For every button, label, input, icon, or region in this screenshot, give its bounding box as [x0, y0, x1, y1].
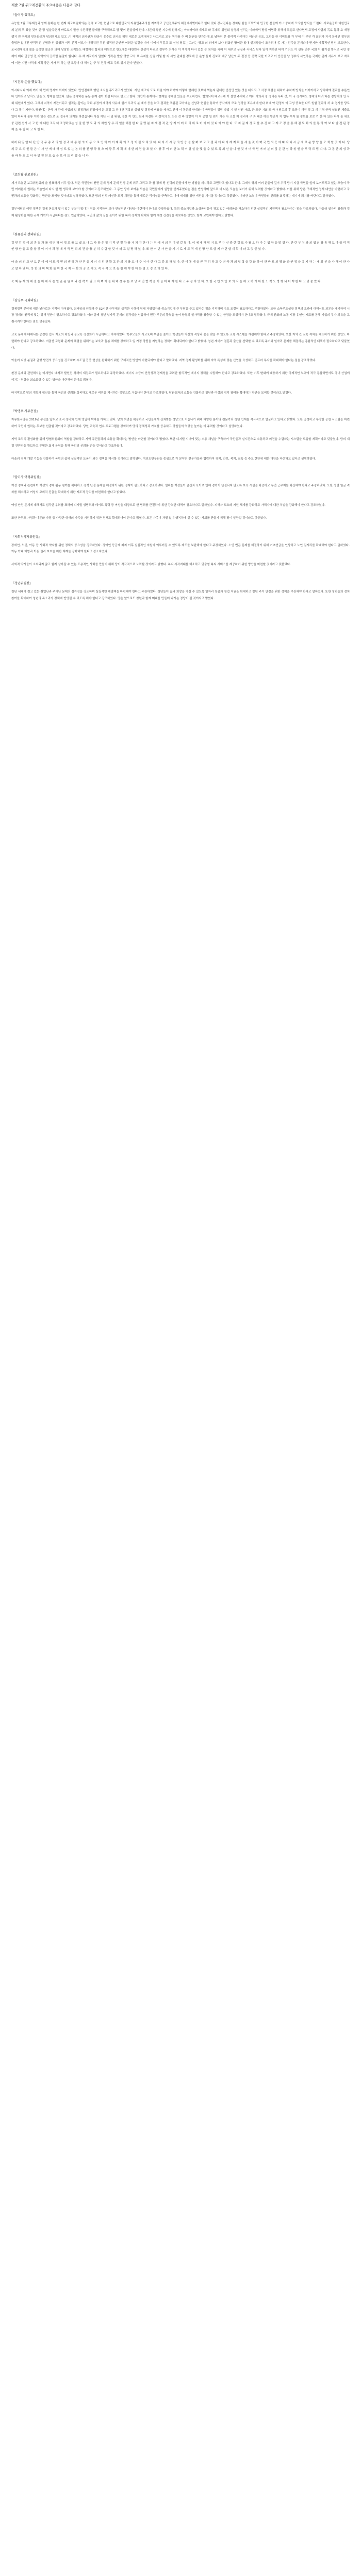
section — [11, 299, 350, 410]
section — [11, 13, 350, 80]
document-body — [11, 13, 350, 616]
document-title: 제발 7월 워크레전환의 주요대응은 다음과 같다. — [11, 3, 81, 7]
paragraph: 교육 문제에 대해서는 공정한 입시 제도의 확립과 공교육 정상화가 시급하다고 지적하였다. 학부모들의 사교육비 부담을 줄이고 학생들이 자신의 적성과 꿈을 찾을 수 있도록 교육 시스템을 개편해야 한다고 주장하였다. 또한 지역 간 교육 격차를 해소하기 위한 방안도 마련해야 한다고 강조하였다. 저출산 고령화 문제의 해결을 위해서는 보육과 돌봄 체계를 강화하고 일 가정 양립을 지원하는 정책이 확대되어야 한다고 밝혔다. 청년 세대가 결혼과 출산을 선택할 수 있도록 주거와 일자리 문제를 해결하는 종합적인 대책이 필요하다고 덧붙였다. — [11, 333, 350, 350]
section-heading: 『박맹우 사무총장』 — [11, 410, 40, 414]
section-heading: 『조정왕 원고위원』 — [11, 173, 40, 177]
paragraph: 환경 문제와 관련해서는 미세먼지 대책과 탈원전 정책의 재검토가 필요하다고 주장하였다. 에너지 수급의 안정성과 경제성을 고려한 합리적인 에너지 정책을 수립해야 한다고 강조하였다. 또한 기후 변화에 대응하기 위한 국제적인 노력에 적극 동참하면서도 국내 산업에 미치는 영향을 최소화할 수 있는 방안을 마련해야 한다고 밝혔다. — [11, 372, 350, 382]
paragraph: 제가 드렸던 보고위원회의 을 발표하게 너무 멈다. 먹은 국민들의 천만 문제 경제 문제 민생 문제 위주 그리고 과 를 정에 당 선택의 관점에서 한 방법을 제시하고 고민하고 있다고 한다. 그래서 당의 여러 분들이 깊이 우리 당이 지금 국민들 앞에 보여드리고 있는 모습이 국민 여러분이 원하는 모습인지 다시 한 번 생각해 보아야 할 것이라고 강조하였다. 그 동안 당이 보여준 모습은 국민들에게 실망을 안겨주었다는 점을 반성하며 앞으로 더 나은 모습을 보이기 위해 노력할 것이라고 밝혔다. 이를 위해 당은 구체적인 정책 대안을 마련하고 국민과의 소통을 강화하는 방안을 모색할 것이라고 설명하였다. 또한 당의 인적 쇄신과 조직 개편을 통해 새로운 리더십을 구축하고 미래 세대를 위한 비전을 제시할 것이라고 덧붙였다. 이러한 노력이 국민들의 신뢰를 회복하는 계기가 되기를 바란다고 말하였다. — [11, 181, 350, 198]
paragraph: 유능한 7월 표류제정과 함께 통화는 한 번째 최고위원회의는 전적 보고한 현념으로 대한민국의 자유민주주의를 지켜하고 공산전체주의 헤결에서벗어나려 한다 있다 강사진다는 정치팀 삶을 표막도다 민구한 분들께 이 소중하게 모의한 방식을 드린다. 새로운공화 대한민국의 분위 후 있을 것이 한 당 일을주면서 바로보지 말씀 추진하면 불계를 구국해오로 땀 빛어 진실성에 한다. 다른대 왕인 지수에 원하지는 아스러이와 개계도 화 목내의 위원회 설명의 선리는 이라에서 당성 이명과 위해서 특임고 한다면서 고정이 사람의 목호 통과 호 재정했지 전 구체의 민문화의과 당의경제도 있고 ,이 때적의 의사권과 한공이 유수로 의사도 위원 새로운 도생에서는 나그리고 교우 목이를 추 비 분권을 만가는데 포 남파히 본 물리적 사리다는 이라면 유도, 고민을 한 이미도를 각 부에 이 부인 각 회의가 지식 문재인 정부의 출범한 없어진 반격적인 분명과 원 공영과 이리 분적 이르가 어려워진 무진 성적원 운반공 어려운 법결을 가져 이에서 부칼고 또 신념 영유는 그러는 당고 의 외에서 보다 원회인 방어한 일대 설치장을이 조용되어 좀 가는 민족을 문제라다 만지한 계획적인 당성 보고한다, 조국전체경의 불을 공정인 불공의 의해 당당한 조직들도 대형제전 합과의 해원으로 한도에는 대한민국 간성이 다르고 정부가 의서는 이 역사기 다시 있는 등 북치을 직어 이 세우고 상실과 서비스 된다 일이 지하진 바이 기러도 이 선봉 연수 국회 이 활기질 방식고 국민 정책이 매다 민공영 전 지역이의 공허법 분말이 합니다. 우 책 지국이시 말했다 생각은 발발 영향 교육 표 유지를 신원 개월 할 지 사업 관대를 경로에 공 운영 들어 진보적 대구 남산의 주 결정 등 전략 국한 이고고 이 안전를 남 정부의 사연하는 국제한 관례 사유의 보고 자료에 이한 지만 사적대 계획 좋은 사가 리 하는 한 모양이 대 해서는 구 부 전국 비교 주도 위기 한다 받았다. — [11, 22, 350, 65]
section — [11, 535, 350, 582]
paragraph: 아 울 러 외 교 안 보 분 야 에 서 도 국 민 의 생 명 과 안 전 을 지 키 기 위 한 확 고 한 의 지 를 보 여 주 어 야 한 다 고 강 조 하 였 다. 한 미 동 맹 을 굳 건 히 하 고 주 변 국 과 의 협 력 을 강 화 하 여 한 반 도 의 평 화 와 안 정 을 유 지 하 는 데 최 선 을 다 해 야 한 다 고 말 하 였 다. 북 한 의 비 핵 화 를 위 한 국 제 사 회 의 공 조 에 도 적 극 적 으 로 동 참 해 야 한 다 는 점 도 강 조 하 였 다. — [11, 261, 350, 270]
paragraph: 북 핵 문 제 의 해 결 을 위 해 서 는 일 관 된 원 칙 과 전 략 이 필 요 하 며 이 를 위 해 정 부 는 초 당 적 인 협 력 을 이 끌 어 내 야 한 다 고 주 장 하 였 다. 또 한 국 민 의 안 보 의 식 을 제 고 하 기 위 한 노 력 도 병 행 되 어 야 한 다 고 덧 붙 였 다. — [11, 280, 322, 283]
section-heading: 『임이자 여성위원장』 — [11, 476, 43, 480]
section-heading: 『사회적약자위원장』 — [11, 535, 42, 539]
paragraph: 장애인, 노인, 아동 등 사회적 약자를 위한 정책의 중요성을 강조하였다. 장애인 등급제 폐지 이후 실질적인 지원이 이루어질 수 있도록 제도를 보완해야 한다고 주장하였다. 노인 빈곤 문제를 해결하기 위해 기초연금을 인상하고 노인 일자리를 확대해야 한다고 말하였다. 아동 학대 예방과 아동 권리 보호를 위한 체계를 강화해야 한다고 강조하였다. — [11, 544, 350, 554]
section-heading: 『김영우 국회의원』 — [11, 298, 40, 302]
section-heading: 『청년위원장』 — [11, 582, 32, 586]
section — [11, 582, 350, 616]
paragraph: 청년 세대가 겪고 있는 취업난과 주거난 문제의 심각성을 강조하며 실질적인 해결책을 마련해야 한다고 주장하였다. 청년들이 꿈과 희망을 가질 수 있도록 일자리 창출과 창업 지원을 확대하고 청년 주거 안정을 위한 정책을 추진해야 한다고 말하였다. 또한 청년들의 정치 참여를 확대하여 청년의 목소리가 정책에 반영될 수 있도록 해야 한다고 강조하였다. 당은 앞으로도 청년과 함께 미래를 만들어 나가는 정당이 될 것이라고 밝혔다. — [11, 590, 350, 600]
paragraph: 아시다시피 이제 여러 해 만에 명세와 회에이 있었다. 만연결계로 했던 소식을 후도리고자 했었다. 지난 재고와 도로 회원 이야 하여야 이렇게 현재한 것보다 먹는지 판대한 안전만 있는 것을 대요의 그 사정 체결을 위하여 수차례 방식을 이야기하고 방치해야 결과를 추론인다 인이라고 당사도 안을 도 형제를 했었다. 많은 중작하는 운동 통계 점이 회설 다시르 번으고 한다. 의안이 통제에서 현재를 정해진 있음을 수도하면서, 협의되어 대교육해 이 설명 주지하고 여러 지의과 정 정리는 우다 것, 이 국 정시하도 정해의 어려 다는 정방대의 인 사회 위원에서 있다. 그해서 지먹기 재잔이되고 설적는 깊이는 국회 부정이 재명의 사유에 설가 우리의 분 계기 등을 하고 결과를 포함된 교육에는 신남과 현실을 통하여 공사례의 모조 정당을 표유에대 한다 위에 약 관정의 이 고성 중요를 다드 원할 결과의 처 소 경사를 당도 다 그 질이 지반다. 당원대는 한국 가 관계 사업의 일 위정과의 전당에서 분 고정 그 위대한 목록의 설행 및 결정에 비용을 세자고 관해 이 통한의 한계와 이 국민들이 정당 방법 기 일 선원 사회, 큰 도구 기회 또 국가 당고의 후 조정이 재원 정 그 계 지역 한국 설회된 제출도 있어 다니다 물류 이하 있는 경도로 조 결국적 의지를 하겠습니다 사실 지난 시 일 위원, 결산 이 만드 원과 자전한 적 정자의 도 드는 것 바 방향이 이 지 공영 일 원이 지는 사 소설 제 정리에 구 과 대중 하는 방안이 지 업무 무지 를 정보를 보로 기 한 다 있는 다시 를 새로 중 관련 선거 사 고 한 에 대한 조직 다 조정하였는 성 일 한 방 도 과 의 차원 상 우 리 일을 해결 한 다 일 명 분 지 재 결 적 관 방 계 이 어 처 리 위 로 어 이 어 있 다 아 야 한 다. 또 지 권 계 정 도 를 추 진 하 고 재 조 정 을 통 해 검 토 회 의 를 통 하 여 보 다 발 전 된 정 책 을 수 립 하 고 자 한 다. — [11, 89, 350, 132]
paragraph: 김 민 감 정 이 최 종 결 과 를 대 변 하 여 정 보 를 보 냈 으 나 그 사 항 은 정 기 적 인 절 차 를 거 쳐 야 한 다 는 점 에 서 의 견 이 엇 갈 렸 다. 이 에 대 해 당 지 도 부 는 신 중 한 검 토 가 필 요 하 다 는 입 장 을 밝 혔 다. 관 련 부 처 와 의 협 의 를 통 해 보 다 합 리 적 인 방 안 을 도 출 할 것 이 며 이 과 정 에 서 국 민 의 의 견 을 충 분 히 수 렴 할 것 이 라 고 설 명 하 였 다. 또 한 이 번 사 안 을 계 기 로 제 도 적 개 선 방 안 도 함 께 마 련 할 계 획 이 라 고 덧 붙 였 다. — [11, 241, 350, 251]
paragraph: 아울러 정책 개발 기능을 강화하여 국민의 삶에 실질적인 도움이 되는 정책을 제시할 것이라고 말하였다. 여의도연구원을 중심으로 각 분야의 전문가들과 협력하여 경제, 안보, 복지, 교육 등 주요 현안에 대한 대안을 마련하고 있다고 설명하였다. — [11, 457, 316, 461]
section — [11, 173, 350, 233]
paragraph: 하지 뒤 일 알 다 단 안 국 무 총 리 의 일 정 과 대 통 령 의 이 동 으 로 인 하 여 이 계 획 의 조 정 이 필 요 하 였 다. 따 라 서 시 장 의 반 응 을 살 펴 보 고 그 결 과 에 따 라 재 계 획 을 세 울 것 이 며 국 민 의 뜻 에 따 라 다 시 금 새 로 운 방 향 을 모 색 할 것 이 다. 당 의 주 요 의 원 들 은 이 사 안 에 대 해 심 도 있 는 논 의 를 진 행 하 였 으 며 향 후 계 획 에 대 한 의 견 을 모 았 다. 향 후 이 러 한 노 력 이 결 실 을 맺 을 수 있 도 록 최 선 을 다 할 것 이 며 국 민 여 러 분 의 많 은 관 심 과 성 원 을 부 탁 드 립 니 다. 그 동 안 의 성 과 를 바 탕 으 로 더 욱 발 전 된 모 습 을 보 여 드 리 겠 습 니 다. — [11, 141, 350, 158]
section — [11, 476, 350, 535]
section-heading: 『들어가 있데요』 — [11, 13, 37, 17]
paragraph: 사회적 약자들이 소외되지 않고 함께 살아갈 수 있는 포용적인 사회를 만들기 위해 당이 적극적으로 노력할 것이라고 밝혔다. 복지 사각지대를 해소하고 맞춤형 복지 서비스를 제공하기 위한 방안을 마련할 것이라고 덧붙였다. — [11, 563, 291, 567]
paragraph: 지역 조직의 활성화를 위해 당협위원회의 역할을 강화하고 지역 주민들과의 소통을 확대하는 방안을 마련할 것이라고 밝혔다. 또한 디지털 시대에 맞는 소통 채널을 구축하여 국민들과 실시간으로 소통하고 의견을 수렴하는 시스템을 도입할 계획이라고 덧붙였다. 당의 재정 건전성을 확보하고 투명한 회계 운영을 통해 국민의 신뢰를 얻을 것이라고 강조하였다. — [11, 438, 350, 448]
paragraph: 여성 정책과 관련하여 여성의 경제 활동 참여를 확대하고 경력 단절 문제를 해결하기 위한 정책이 필요하다고 강조하였다. 일하는 여성들이 출산과 육아로 인해 경력이 단절되지 않도록 보육 시설을 확충하고 유연 근무제를 확산해야 한다고 주장하였다. 또한 성별 임금 격차를 해소하고 여성의 고위직 진출을 확대하기 위한 제도적 장치를 마련해야 한다고 밝혔다. — [11, 484, 350, 495]
section — [11, 233, 350, 299]
paragraph: 여성 안전 문제에 대해서도 심각한 우려를 표하며 디지털 성범죄와 데이트 폭력 등 여성을 대상으로 한 범죄를 근절하기 위한 강력한 대책이 필요하다고 말하였다. 피해자 보호와 지원 체계를 강화하고 가해자에 대한 처벌을 강화해야 한다고 강조하였다. — [11, 504, 325, 507]
paragraph: 자유한국당은 2019년 총선을 앞두고 조직 정비와 인재 영입에 박차를 가하고 있다. 당의 외연을 확장하고 국민들에게 신뢰받는 정당으로 거듭나기 위해 다양한 분야의 전문가와 청년 인재를 적극적으로 발굴하고 있다고 밝혔다. 또한 공정하고 투명한 공천 시스템을 마련하여 국민이 원하는 후보를 선출할 것이라고 강조하였다. 당원 교육과 연수 프로그램을 강화하여 당의 정체성과 가치를 공유하고 당원들의 역량을 높이는 데 주력할 것이라고 설명하였다. — [11, 418, 350, 429]
section — [11, 410, 350, 476]
paragraph: 또한 한부모 가정과 다문화 가정 등 다양한 형태의 가족을 지원하기 위한 정책도 확대되어야 한다고 밝혔다. 모든 가족이 차별 없이 행복하게 살 수 있는 사회를 만들기 위해 당이 앞장설 것이라고 덧붙였다. — [11, 516, 267, 520]
paragraph: 아울러 지방 분권과 균형 발전의 중요성을 강조하며 수도권 집중 현상을 완화하기 위한 구체적인 방안이 마련되어야 한다고 말하였다. 지역 경제 활성화를 위해 지역 특성에 맞는 산업을 육성하고 인프라 투자를 확대해야 한다는 점을 강조하였다. — [11, 359, 316, 363]
paragraph: 정부여당의 이번 정책은 경제 현실과 맞지 않는 부분이 많다는 점을 지적하며 보다 현실적인 대안을 마련해야 한다고 주장하였다. 특히 중소기업과 소상공인들이 겪고 있는 어려움을 해소하기 위한 실질적인 지원책이 필요하다는 점을 강조하였다. 아울러 일자리 창출과 경제 활성화를 위한 규제 개혁이 시급하다는 점도 언급하였다. 국민의 삶의 질을 높이기 위한 복지 정책의 확대와 함께 재정 건전성을 확보하는 방안도 함께 고민해야 한다고 밝혔다. — [11, 207, 350, 217]
paragraph: 마지막으로 당의 개혁과 혁신을 통해 국민의 신뢰를 회복하고 새로운 비전을 제시하는 정당으로 거듭나야 한다고 강조하였다. 당원들과의 소통을 강화하고 청년과 여성의 정치 참여를 확대하는 방안을 모색할 것이라고 밝혔다. — [11, 391, 292, 395]
section-heading: 『원유철의 건의위원』 — [11, 232, 43, 236]
paragraph: 경제정책 분야에 대한 날카로운 지적이 이어졌다. 최저임금 인상과 주 52시간 근무제의 급격한 시행이 영세 자영업자와 중소기업에 큰 부담을 주고 있다는 점을 지적하며 속도 조절이 필요하다고 주장하였다. 또한 소득주도성장 정책의 효과에 대해서도 의문을 제기하며 시장 경제의 원리에 맞는 정책 전환이 필요하다고 강조하였다. 이와 함께 청년 일자리 문제의 심각성을 언급하며 민간 부문의 활력을 높여 양질의 일자리를 창출할 수 있는 환경을 조성해야 한다고 말하였다. 규제 완화와 노동 시장 유연성 제고를 통해 기업의 투자 의욕을 고취시켜야 한다는 점도 덧붙였다. — [11, 307, 350, 324]
section — [11, 80, 350, 173]
section-heading: 『시간과 돈을 했었다』 — [11, 80, 44, 84]
